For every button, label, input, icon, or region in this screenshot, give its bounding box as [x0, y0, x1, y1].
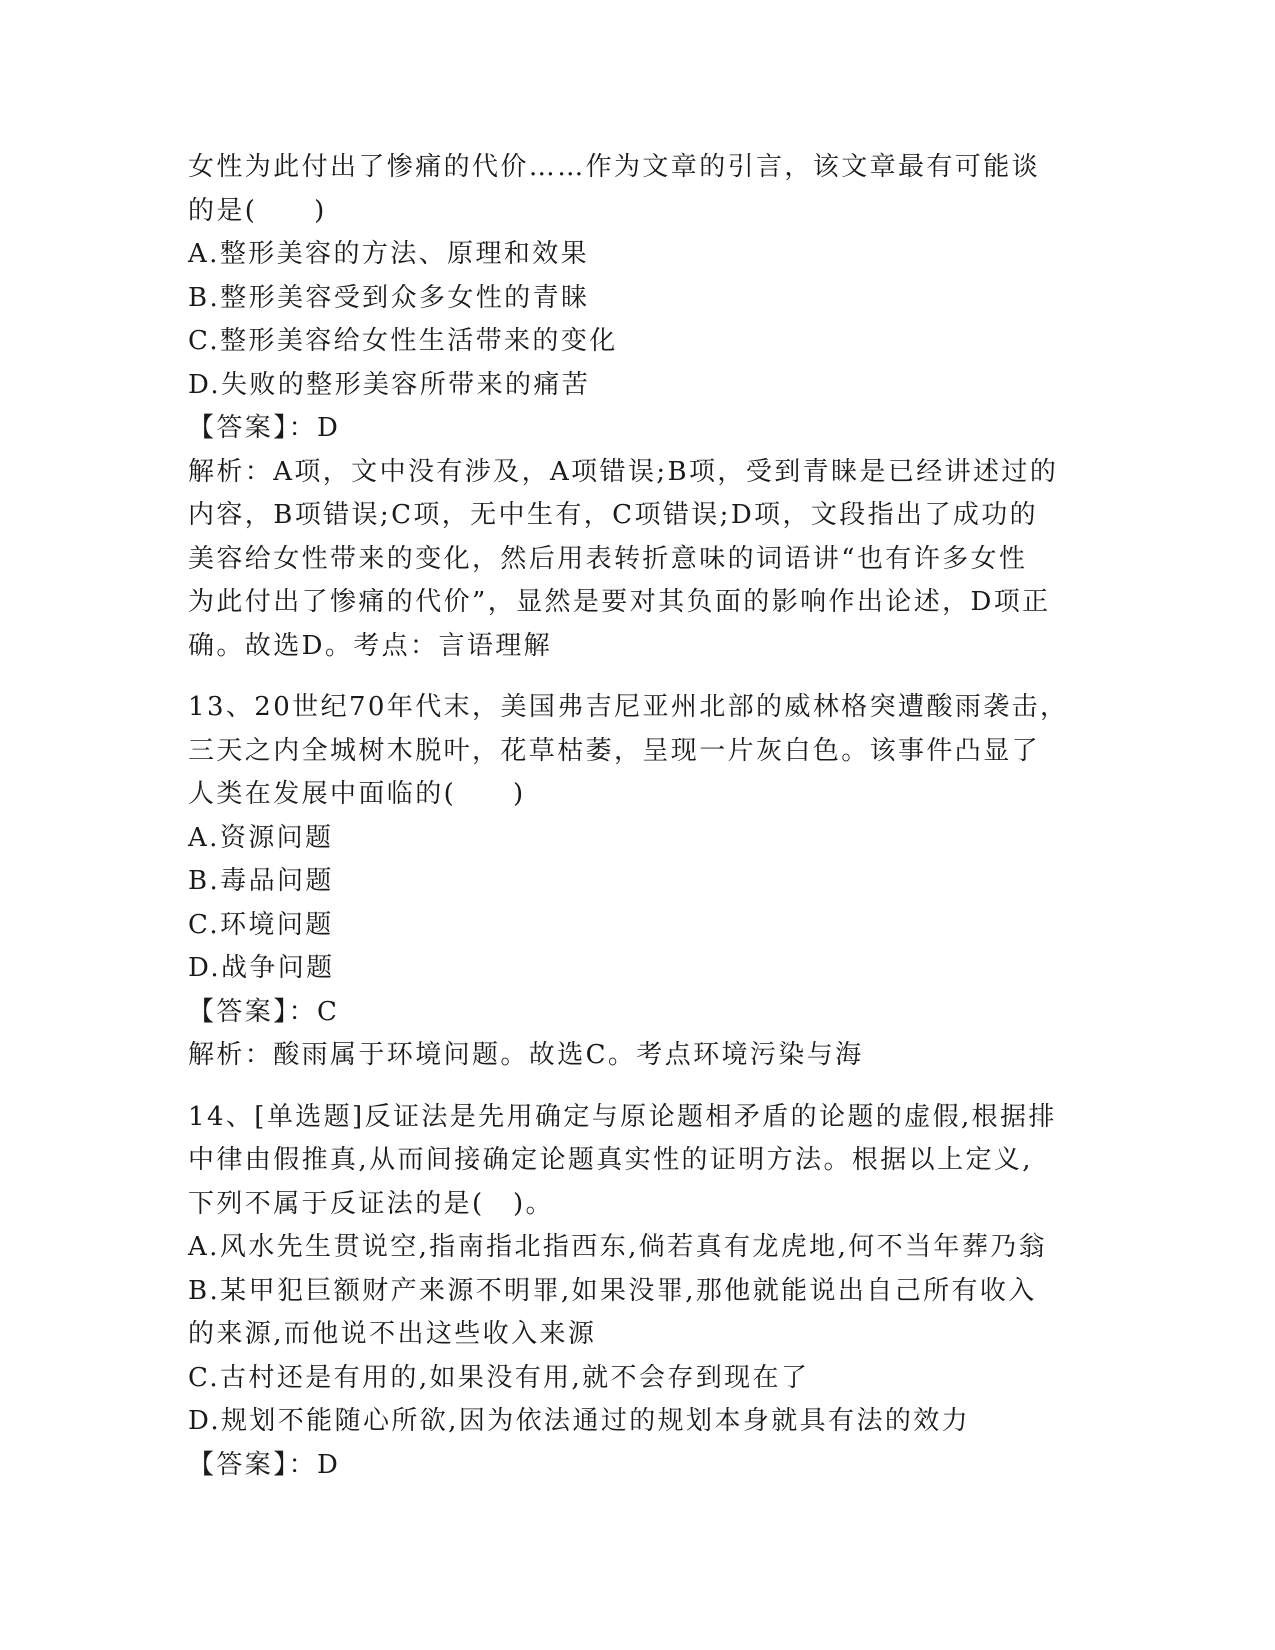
option-b: B.毒品问题 [188, 866, 334, 896]
option-a: A.资源问题 [188, 822, 334, 853]
question-13 [188, 686, 1088, 1078]
analysis-line: 为此付出了惨痛的代价”，显然是要对其负面的影响作出论述，D项正 [188, 587, 1051, 617]
question-stem-line: 三天之内全城树木脱叶，花草枯萎，呈现一片灰白色。该事件凸显了 [188, 735, 1041, 766]
option-b: B.某甲犯巨额财产来源不明罪,如果没罪,那他就能说出自己所有收入 [188, 1275, 1037, 1306]
question-stem-line: 中律由假推真,从而间接确定论题真实性的证明方法。根据以上定义, [188, 1145, 1033, 1175]
question-stem-line: 13、20世纪70年代末，美国弗吉尼亚州北部的威林格突遭酸雨袭击， [188, 692, 1069, 722]
option-b: B.整形美容受到众多女性的青睐 [188, 282, 590, 313]
answer: 【答案】：D [188, 1449, 341, 1480]
question-stem-line: 下列不属于反证法的是( )。 [188, 1188, 554, 1219]
option-b-continued: 的来源,而他说不出这些收入来源 [188, 1319, 597, 1349]
analysis-line: 美容给女性带来的变化，然后用表转折意味的词语讲“也有许多女性 [188, 543, 1028, 574]
option-a: A.整形美容的方法、原理和效果 [188, 239, 590, 269]
option-d: D.失败的整形美容所带来的痛苦 [188, 369, 591, 400]
answer: 【答案】：D [188, 413, 341, 443]
question-stem-line: 女性为此付出了惨痛的代价……作为文章的引言，该文章最有可能谈 [188, 152, 1041, 182]
analysis-line: 确。故选D。考点：言语理解 [188, 630, 553, 661]
page-content [188, 146, 1088, 1487]
analysis-line: 解析：酸雨属于环境问题。故选C。考点环境污染与海 [188, 1040, 864, 1070]
option-d: D.战争问题 [188, 953, 335, 983]
answer: 【答案】：C [188, 996, 340, 1027]
option-c: C.环境问题 [188, 909, 334, 940]
option-c: C.整形美容给女性生活带来的变化 [188, 326, 618, 356]
option-a: A.风水先生贯说空,指南指北指西东,倘若真有龙虎地,何不当年葬乃翁 [188, 1232, 1048, 1262]
question-14 [188, 1096, 1088, 1488]
spacer [188, 668, 1088, 686]
option-c: C.古村还是有用的,如果没有用,就不会存到现在了 [188, 1362, 810, 1393]
analysis-line: 内容，B项错误;C项，无中生有，C项错误;D项，文段指出了成功的 [188, 500, 1039, 530]
analysis-line: 解析：A项，文中没有涉及，A项错误;B项，受到青睐是已经讲述过的 [188, 456, 1059, 487]
question-stem-line: 14、[单选题]反证法是先用确定与原论题相矛盾的论题的虚假,根据排 [188, 1101, 1057, 1132]
question-stem-line: 人类在发展中面临的( ) [188, 779, 526, 809]
spacer [188, 1078, 1088, 1096]
question-12 [188, 146, 1088, 668]
option-d: D.规划不能随心所欲,因为依法通过的规划本身就具有法的效力 [188, 1406, 971, 1436]
question-stem-line: 的是( ) [188, 195, 327, 226]
